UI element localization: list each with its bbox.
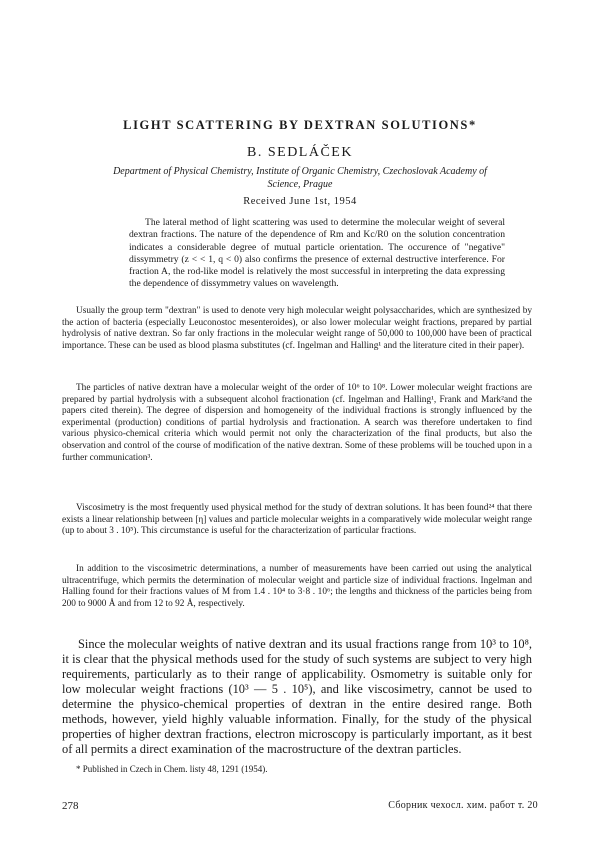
body-paragraph-5: Since the molecular weights of native dextran and its usual fractions range from 10³ to 10⁸, it is clear that the physical methods used for the study of such systems are subject to very high requirements, particularly as to their range of applicability. Osmometry is suitable only for low molecular weight fractions (10³ — 5 . 10⁵), and like viscosimetry, cannot be used to determine the physico-chemical properties of dextran in the entire desired range. Both methods, however, yield highly valuable information. Finally, for the study of the physical properties of higher dextran fractions, electron microscopy is particularly important, as it best of all permits a direct examination of the macrostructure of the dextran particles.: [62, 637, 532, 756]
author-affiliation: Department of Physical Chemistry, Institute of Organic Chemistry, Czechoslovak Academy of Science, Prague: [113, 166, 487, 190]
body-paragraph-2: The particles of native dextran have a molecular weight of the order of 10⁶ to 10⁸. Lower molecular weight fractions are prepared by partial hydrolysis with a subsequent alcohol fractionation (cf. Ingelman and Halling¹, Frank and Mark²and the papers cited therein). The degree of dispersion and homogeneity of the individual fractions is strongly influenced by the experimental (production) conditions of partial hydrolysis and fractionation. A search was therefore undertaken to find various physico-chemical criteria which would permit not only the characterization of the final products, but also the observation and control of the course of modification of the native dextran. Some of these problems will be touched upon in a further communication³.: [62, 383, 532, 463]
body-paragraph-4: In addition to the viscosimetric determinations, a number of measurements have been carried out using the analytical ultracentrifuge, which permits the determination of molecular weight and particle size of individual fractions. Ingelman and Halling found for their fractions values of M from 1.4 . 10⁴ to 3·8 . 10⁶; the lengths and thickness of the particles being from 200 to 9000 Å and from 12 to 92 Å, respectively.: [62, 564, 532, 609]
body-paragraph-1: Usually the group term "dextran" is used to denote very high molecular weight polysaccharides, which are synthesized by the action of bacteria (especially Leuconostoc mesenteroides), or also lower molecular weight fractions, prepared by partial hydrolysis of native dextran. So far only fractions in the molecular weight range of 50,000 to 100,000 have been of practical importance. These can be used as blood plasma substitutes (cf. Ingelman and Halling¹ and the literature cited in their paper).: [62, 306, 532, 351]
footnote: * Published in Czech in Chem. listy 48, 1291 (1954).: [76, 764, 268, 774]
article-author: B. SEDLÁČEK: [247, 145, 353, 160]
journal-running-footer: Сборник чехосл. хим. работ т. 20: [388, 800, 538, 811]
received-date: Received June 1st, 1954: [243, 196, 357, 207]
article-title: LIGHT SCATTERING BY DEXTRAN SOLUTIONS*: [123, 118, 477, 132]
body-paragraph-3: Viscosimetry is the most frequently used physical method for the study of dextran solutions. It has been found²⁴ that there exists a linear relationship between [η] values and particle molecular weights in a comparatively wide molecular weight range (up to about 3 . 10⁵). This circumstance is useful for the characterization of particular fractions.: [62, 503, 532, 537]
page-number: 278: [62, 800, 79, 812]
abstract: The lateral method of light scattering was used to determine the molecular weight of several dextran fractions. The nature of the dependence of Rm and Kc/R0 on the solution concentration indicates a considerable degree of mutual particle orientation. The occurence of "negative" dissymmetry (z < < 1, q < 0) also confirms the presence of external destructive interference. For fraction A, the rod-like model is relatively the most successful in interpreting the data expressing the dependence of dissymmetry values on wavelength.: [129, 217, 505, 290]
